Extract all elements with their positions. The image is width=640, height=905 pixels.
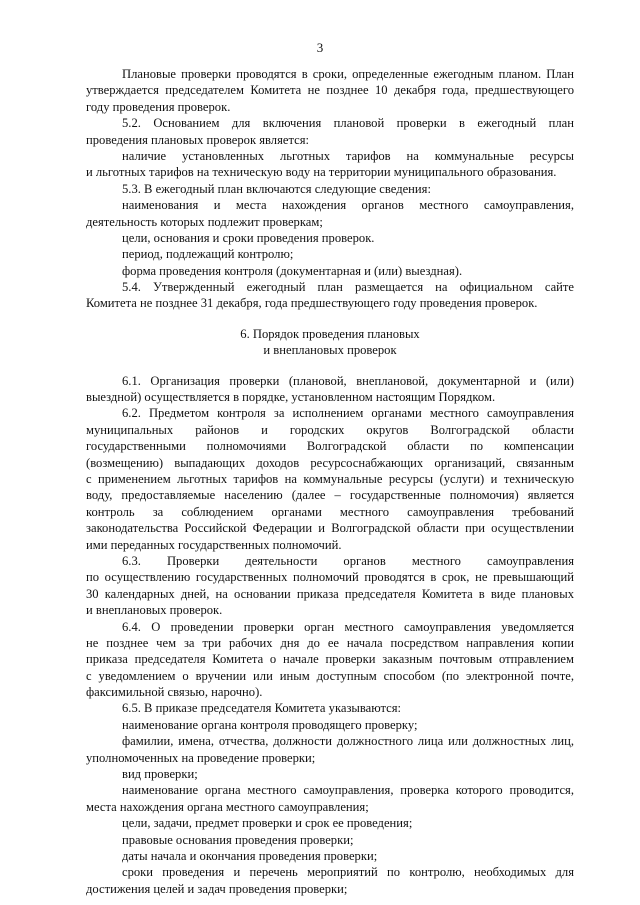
paragraph	[86, 619, 574, 701]
text-line: государственными полномочиями Волгоградской области по компенсации	[86, 439, 574, 454]
text-line: 5.4. Утвержденный ежегодный план размещается на официальном сайте	[122, 280, 574, 295]
text-line: 6.4. О проведении проверки орган местного самоуправления уведомляется	[122, 619, 574, 634]
text-line: форма проведения контроля (документарная и (или) выездная).	[122, 263, 463, 278]
text-line: Комитета не позднее 31 декабря, года предшествующего году проведения проверок.	[86, 296, 538, 311]
text-line: с применением льготных тарифов на коммунальные ресурсы (услуги) и техническую	[86, 471, 574, 486]
paragraph	[86, 553, 574, 619]
paragraph	[86, 864, 574, 897]
text-line: по осуществлению государственных полномочий проводятся в срок, не превышающий	[86, 570, 574, 585]
paragraph	[86, 717, 574, 733]
paragraph	[86, 181, 574, 197]
text-line: фамилии, имена, отчества, должности должностного лица или должностных лиц,	[122, 734, 574, 749]
page-number: 3	[316, 40, 324, 55]
text-line: сроки проведения и перечень мероприятий по контролю, необходимых для	[122, 865, 574, 880]
text-line: и льготных тарифов на техническую воду на территории муниципального образования.	[86, 165, 557, 180]
paragraph	[86, 263, 574, 279]
text-line: наименование органа местного самоуправления, проверка которого проводится,	[122, 783, 574, 798]
paragraph	[86, 766, 574, 782]
text-line: выездной) осуществляется в порядке, установленном настоящим Порядком.	[86, 390, 496, 405]
section-heading	[86, 326, 574, 359]
text-line: Плановые проверки проводятся в сроки, определенные ежегодным планом. План	[122, 67, 574, 81]
text-line: вид проверки;	[122, 767, 198, 782]
text-line: и внеплановых проверок.	[86, 603, 223, 618]
text-line: 6.1. Организация проверки (плановой, внеплановой, документарной и (или)	[122, 373, 574, 388]
paragraph	[86, 733, 574, 766]
text-line: достижения целей и задач проведения проверки;	[86, 881, 348, 896]
text-line: цели, задачи, предмет проверки и срок ее проведения;	[122, 816, 413, 831]
text-line: (возмещению) выпадающих доходов ресурсоснабжающих организаций, связанным	[86, 455, 574, 470]
text-line: наименования и места нахождения органов местного самоуправления,	[122, 198, 574, 213]
paragraph	[86, 115, 574, 148]
text-line: цели, основания и сроки проведения проверок.	[122, 230, 375, 245]
paragraph	[86, 230, 574, 246]
text-line: период, подлежащий контролю;	[122, 247, 294, 262]
text-line: воду, предоставляемые населению (далее – государственные полномочия) является	[86, 488, 574, 503]
paragraph	[86, 815, 574, 831]
text-line: даты начала и окончания проведения проверки;	[122, 848, 378, 863]
paragraph	[86, 782, 574, 815]
text-line: не позднее чем за три рабочих дня до ее начала посредством направления копии	[86, 635, 574, 650]
text-line: 6.3. Проверки деятельности органов местного самоуправления	[122, 553, 574, 568]
paragraph	[86, 832, 574, 848]
paragraph	[86, 405, 574, 553]
text-line: места нахождения органа местного самоуправления;	[86, 799, 369, 814]
heading-line: 6. Порядок проведения плановых	[240, 326, 420, 341]
text-line: утверждается председателем Комитета не позднее 10 декабря года, предшествующего	[86, 83, 574, 98]
text-line: контроль за соблюдением органами местного самоуправления требований	[86, 504, 574, 519]
paragraph	[86, 700, 574, 716]
text-line: 6.2. Предметом контроля за исполнением органами местного самоуправления	[122, 406, 574, 421]
document-body	[86, 66, 574, 897]
text-line: 6.5. В приказе председателя Комитета указываются:	[122, 701, 402, 716]
text-line: приказа председателя Комитета о начале проверки заказным почтовым отправлением	[86, 652, 574, 667]
paragraph	[86, 279, 574, 312]
text-line: правовые основания проведения проверки;	[122, 832, 354, 847]
paragraph	[86, 848, 574, 864]
text-line: законодательства Российской Федерации и Волгоградской области при осуществлении	[86, 521, 574, 536]
text-line: 5.2. Основанием для включения плановой проверки в ежегодный план	[122, 116, 574, 131]
paragraph	[86, 148, 574, 181]
text-line: наличие установленных льготных тарифов на коммунальные ресурсы	[122, 148, 574, 163]
paragraph	[86, 197, 574, 230]
text-line: муниципальных районов и городских округов Волгоградской области	[86, 422, 574, 437]
text-line: ими переданных государственных полномочий.	[86, 537, 342, 552]
text-line: уполномоченных на проведение проверки;	[86, 750, 316, 765]
text-line: году проведения проверок.	[86, 99, 231, 114]
text-line: деятельность которых подлежит проверкам;	[86, 214, 323, 229]
text-line: факсимильной связью, нарочно).	[86, 685, 263, 700]
paragraph	[86, 66, 574, 115]
text-line: проведения плановых проверок является:	[86, 132, 309, 147]
text-line: 30 календарных дней, на основании приказа председателя Комитета в виде плановых	[86, 586, 574, 601]
paragraph	[86, 373, 574, 406]
paragraph	[86, 246, 574, 262]
text-line: наименование органа контроля проводящего проверку;	[122, 717, 418, 732]
heading-line: и внеплановых проверок	[263, 343, 397, 358]
text-line: 5.3. В ежегодный план включаются следующие сведения:	[122, 181, 431, 196]
text-line: с уведомлением о вручении или иным доступным способом (по электронной почте,	[86, 668, 574, 683]
